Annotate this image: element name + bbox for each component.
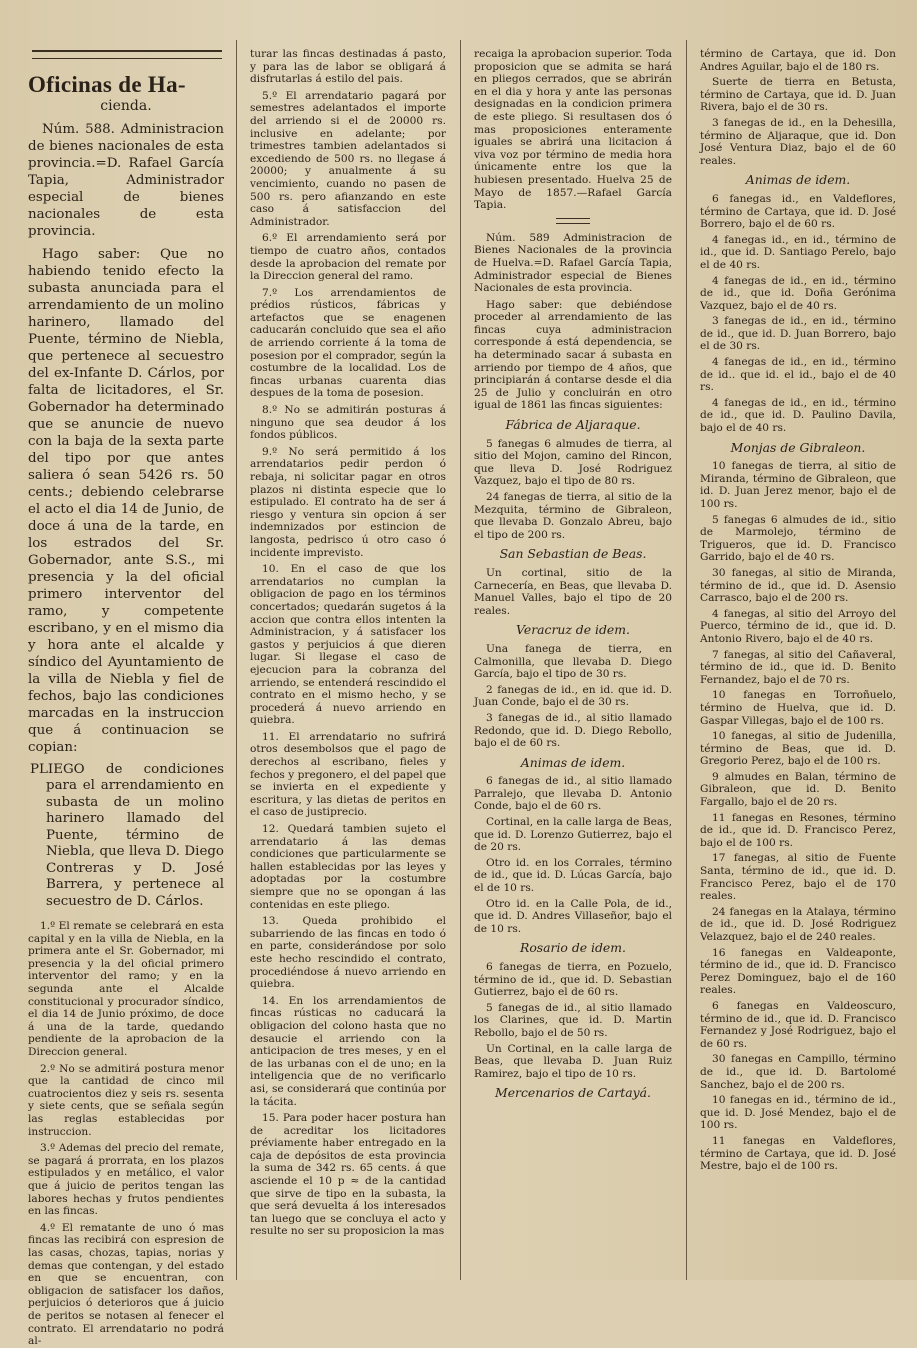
column-2	[250, 48, 446, 1280]
list-item: 10 fanegas en Torroñuelo, término de Huelva, que id. D. Gaspar Villegas, bajo el de 100 rs.	[700, 689, 896, 727]
property-group-heading: Animas de idem.	[745, 172, 851, 188]
property-group-heading: Animas de idem.	[520, 754, 626, 770]
section-title-continuation: cienda.	[100, 98, 152, 114]
notice-paragraph: Núm. 589 Administracion de Bienes Nacionales de la provincia de Huelva.=D. Rafael García Tapia, Administrador especial de Bienes Nacionales de esta provincia.	[474, 231, 672, 295]
list-item: 4 fanegas de id., en id., término de id.. que id. el id., bajo el de 40 rs.	[700, 356, 896, 394]
condition: 3.º Ademas del precio del remate, se pagará á prorrata, en los plazos estipulados y en metálico, el valor que á juicio de peritos tengan las labores hechas y frutos pendientes en las fincas.	[28, 1142, 224, 1218]
condition: 7.º Los arrendamientos de prédios rústicos, fábricas y artefactos que se enagenen caducarán concluido que sea el año de arriendo corriente á la toma de posesion por el comprador, según la costumbre de la localidad. Los de fincas urbanas cuarenta dias despues de la toma de posesion.	[250, 286, 446, 400]
notice-588	[28, 121, 224, 756]
list-item: Un cortinal, sitio de la Carnecería, en Beas, que llevaba D. Manuel Valles, bajo el tipo de 20 reales.	[474, 566, 672, 617]
property-group-heading: Mercenarios de Cartayá.	[495, 1085, 651, 1101]
property-group-heading: Veracruz de idem.	[516, 622, 630, 638]
list-item: 30 fanegas, al sitio de Miranda, término de id., que id. D. Asensio Carrasco, bajo el de 200 rs.	[700, 566, 896, 605]
condition: 13. Queda prohibido el subarriendo de las fincas en todo ó en parte, considerándose por solo este hecho rescindido el contrato, procediéndose á nuevo arriendo en quiebra.	[250, 915, 446, 991]
list-item: 5 fanegas 6 almudes de tierra, al sitio del Mojon, camino del Rincon, que lleva D. José Rodriguez Vazquez, bajo el tipo de 80 rs.	[474, 437, 672, 488]
condition: 2.º No se admitirá postura menor que la cantidad de cinco mil cuatrocientos diez y seis rs. sesenta y siete cents, que se señala según las reglas establecidas por instruccion.	[28, 1062, 224, 1138]
condition: 10. En el caso de que los arrendatarios no cumplan la obligacion de pago en los términos concertados; quedarán sugetos á la accion que contra ellos intenten la Administracion, y á satisfacer los gastos y perjuicios á que dieren lugar. Si llegase el caso de ejecucion para la cobranza del arriendo, se entenderá rescindido el contrato en el mismo hecho, y se procederá á nuevo arriendo en quiebra.	[250, 563, 446, 727]
condition: 6.º El arrendamiento será por tiempo de cuatro años, contados desde la aprobacion del remate por la Direccion general del ramo.	[250, 232, 446, 283]
list-item: 4 fanegas, al sitio del Arroyo del Puerco, término de id., que id. D. Antonio Rivero, bajo el de 40 rs.	[700, 607, 896, 645]
column-1	[28, 48, 224, 1348]
list-item: 3 fanegas de id., en la Dehesilla, término de Aljaraque, que id. Don José Ventura Diaz, bajo el de 60 reales.	[700, 116, 896, 167]
list-item: 24 fanegas en la Atalaya, término de id., que id. D. José Rodriguez Velazquez, bajo el de 240 reales.	[700, 905, 896, 943]
condition: 9.º No será permitido á los arrendatarios pedir perdon ó rebaja, ni solicitar pagar en otros plazos ni distinta especie que lo estipulado. El contrato ha de ser á riesgo y ventura sin opcion á ser indemnizados por estincion de langosta, pedrisco ú otro caso ó incidente imprevisto.	[250, 445, 446, 559]
list-item: 4 fanegas de id., en id., término de id., que id. D. Paulino Davila, bajo el de 40 rs.	[700, 396, 896, 435]
list-item: Cortinal, en la calle larga de Beas, que id. D. Lorenzo Gutierrez, bajo el de 20 rs.	[474, 816, 672, 854]
list-item: 4 fanegas de id., en id., término de id., que id. Doña Gerónima Vazquez, bajo el de 40 rs.	[700, 274, 896, 312]
condition: 15. Para poder hacer postura han de acreditar los licitadores préviamente haber entregado en la caja de depósitos de esta provincia la suma de 342 rs. 65 cents. á que asciende el 10 p ≈ de la cantidad que sirve de tipo en la subasta, la que será devuelta á los interesados tan luego que se concluya el acto y resulte no ser su proposicion la mas	[250, 1112, 446, 1238]
list-item: 11 fanegas en Resones, término de id., que id. D. Francisco Perez, bajo el de 100 rs.	[700, 811, 896, 849]
list-item: 10 fanegas en id., término de id., que id. D. José Mendez, bajo el de 100 rs.	[700, 1094, 896, 1132]
list-item: Una fanega de tierra, en Calmonilla, que llevaba D. Diego García, bajo el tipo de 30 rs.	[474, 642, 672, 681]
column-rule	[460, 40, 461, 1280]
list-item: 5 fanegas 6 almudes de id., sitio de Marmolejo, término de Trigueros, que id. D. Francisco Garrido, bajo el de 40 rs.	[700, 513, 896, 564]
list-item: 11 fanegas en Valdeflores, término de Cartaya, que id. D. José Mestre, bajo el de 100 rs.	[700, 1134, 896, 1173]
list-item: 2 fanegas de id., en id. que id. D. Juan Conde, bajo el de 30 rs.	[474, 683, 672, 709]
condition: 8.º No se admitirán posturas á ninguno que sea deudor á los fondos públicos.	[250, 404, 446, 442]
condition: turar las fincas destinadas á pasto, y para las de labor se obligará á disfrutarlas á estilo del pais.	[250, 48, 446, 86]
list-item: 16 fanegas en Valdeaponte, término de id., que id. D. Francisco Perez Dominguez, bajo el de 160 reales.	[700, 946, 896, 997]
condition: 5.º El arrendatario pagará por semestres adelantados el importe del arriendo si el de 20000 rs. inclusive en adelante; por trimestres tambien adelantados si excediendo de 500 rs. no llegase á 20000; y anualmente á su vencimiento, cuando no pasen de 500 rs. pero afianzando en este caso á satisfaccion del Administrador.	[250, 89, 446, 228]
list-item: Otro id. en la Calle Pola, de id., que id. D. Andres Villaseñor, bajo el de 10 rs.	[474, 897, 672, 935]
pliego-heading: PLIEGO de condiciones para el arrendamiento en subasta de un molino harinero llamado del Puente, término de Niebla, que lleva D. Diego Contreras y D. José Barrera, y pertenece al secuestro de D. Cárlos.	[30, 761, 224, 909]
column-rule	[236, 40, 237, 1280]
list-item: término de Cartaya, que id. Don Andres Aguilar, bajo el de 180 rs.	[700, 48, 896, 73]
condition: 4.º El rematante de uno ó mas fincas las recibirá con espresion de las casas, chozas, tapias, norias y demas que contengan, y del estado en que se encuentran, con obligacion de satisfacer los daños, perjuicios ó deterioros que á juicio de peritos se notasen al fenecer el contrato. El arrendatario no podrá al-	[28, 1221, 224, 1348]
property-group-heading: Monjas de Gibraleon.	[730, 439, 866, 455]
list-item: 6 fanegas en Valdeoscuro, término de id., que id. D. Francisco Fernandez y José Rodriguez, bajo el de 60 rs.	[700, 999, 896, 1050]
column-3	[474, 48, 672, 1280]
condition: 14. En los arrendamientos de fincas rústicas no caducará la obligacion del colono hasta que no desaucie el arriendo con la anticipacion de tres meses, y en el de las urbanas con el de uno; en la inteligencia que de no verificarlo asi, se considerará que continúa por la tácita.	[250, 994, 446, 1108]
property-group-heading: Rosario de idem.	[520, 940, 626, 956]
notice-paragraph: Núm. 588. Administracion de bienes nacionales de esta provincia.=D. Rafael García Tapia, Administrador especial de bienes nacionales de esta provincia.	[28, 121, 224, 239]
section-title: Oficinas de Ha-	[28, 72, 186, 97]
list-item: 6 fanegas id., en Valdeflores, término de Cartaya, que id. D. José Borrero, bajo el de 60 rs.	[700, 192, 896, 231]
condition: 11. El arrendatario no sufrirá otros desembolsos que el pago de derechos al escribano, fieles y fechos y pregonero, el del papel que se invierta en el expediente y escritura, y las dietas de peritos en el caso de justiprecio.	[250, 730, 446, 819]
condition: 1.º El remate se celebrará en esta capital y en la villa de Niebla, en la primera ante el Sr. Gobernador, mi presencia y la del oficial primero interventor del ramo; y en la segunda ante el Alcalde constitucional y procurador síndico, el dia 14 de Junio próximo, de doce á una de la tarde, quedando pendiente de la aprobacion de la Direccion general.	[28, 920, 224, 1059]
list-item: 9 almudes en Balan, término de Gibraleon, que id. D. Benito Fargallo, bajo el de 20 rs.	[700, 770, 896, 809]
notice-paragraph: Hago saber: que debiéndose proceder al arrendamiento de las fincas cuya administracion corresponde á está dependencia, se ha determinado sacar á subasta en arriendo por tiempo de 4 años, que principiarán á contarse desde el dia 25 de Julio y concluirán en otro igual de 1861 las fincas siguientes:	[474, 298, 672, 412]
list-item: 3 fanegas de id., en id., término de id., que id. D. Juan Borrero, bajo el de 30 rs.	[700, 315, 896, 353]
list-item: 6 fanegas de tierra, en Pozuelo, término de id., que id. D. Sebastian Gutierrez, bajo el de 60 rs.	[474, 961, 672, 999]
property-group-heading: San Sebastian de Beas.	[499, 546, 647, 562]
list-item: 5 fanegas de id., al sitio llamado los Clarines, que id. D. Martin Rebollo, bajo el de 50 rs.	[474, 1001, 672, 1039]
notice-paragraph: Hago saber: Que no habiendo tenido efecto la subasta anunciada para el arrendamiento de un molino harinero, llamado del Puente, término de Niebla, que pertenece al secuestro del ex-Infante D. Cárlos, por falta de licitadores, el Sr. Gobernador ha determinado que se anuncie de nuevo con la baja de la sexta parte del tipo por que antes saliera ó sean 5426 rs. 50 cents.; debiendo celebrarse el acto el dia 14 de Junio, de doce á una de la tarde, en los estrados del Sr. Gobernador, ante S.S., mi presencia y la del oficial primero interventor del ramo, y competente escribano, y en el mismo dia y hora ante el alcalde y síndico del Ayuntamiento de la villa de Niebla y fiel de fechos, bajo las condiciones marcadas en la instruccion que á continuacion se copian:	[28, 246, 224, 755]
column-4	[700, 48, 896, 1280]
list-item: 24 fanegas de tierra, al sitio de la Mezquita, término de Gibraleon, que llevaba D. Gonzalo Abreu, bajo el tipo de 200 rs.	[474, 491, 672, 541]
column-rule	[686, 40, 687, 1280]
list-item: Suerte de tierra en Betusta, término de Cartaya, que id. D. Juan Rivera, bajo el de 30 rs.	[700, 76, 896, 114]
list-item: 30 fanegas en Campillo, término de id., que id. D. Bartolomé Sanchez, bajo el de 200 rs.	[700, 1053, 896, 1091]
list-item: 6 fanegas de id., al sitio llamado Parralejo, que llevaba D. Antonio Conde, bajo el de 60 rs.	[474, 775, 672, 813]
list-item: 10 fanegas de tierra, al sitio de Miranda, término de Gibraleon, que id. D. Juan Jerez menor, bajo el de 100 rs.	[700, 460, 896, 510]
list-item: Un Cortinal, en la calle larga de Beas, que llevaba D. Juan Ruiz Ramirez, bajo el tipo de 10 rs.	[474, 1042, 672, 1080]
property-group-heading: Fábrica de Aljaraque.	[505, 417, 641, 433]
condition: 12. Quedará tambien sujeto el arrendatario á las demas condiciones que particularmente se hallen establecidas por las leyes y adoptadas por la costumbre siempre que no se opongan á las contenidas en este pliego.	[250, 823, 446, 911]
list-item: 7 fanegas, al sitio del Cañaveral, término de id., que id. D. Benito Fernandez, bajo el de 70 rs.	[700, 648, 896, 686]
notice-closing: recaiga la aprobacion superior. Toda proposicion que se admita se hará en pliegos cerrados, que se abrirán en el dia y hora y ante las personas designadas en la condicion primera de este pliego. Si resultasen dos ó mas proposiciones enteramente iguales se abrirá una licitacion á viva voz por término de media hora únicamente entre los que la hubiesen presentado. Huelva 25 de Mayo de 1857.—Rafael García Tapia.	[474, 48, 672, 212]
list-item: 17 fanegas, al sitio de Fuente Santa, término de id., que id. D. Francisco Perez, bajo el de 170 reales.	[700, 852, 896, 903]
list-item: 4 fanegas id., en id., término de id., que id. D. Santiago Perelo, bajo el de 40 rs.	[700, 233, 896, 271]
list-item: Otro id. en los Corrales, término de id., que id. D. Lúcas García, bajo el de 10 rs.	[474, 856, 672, 895]
list-item: 10 fanegas, al sitio de Judenilla, término de Beas, que id. D. Gregorio Perez, bajo el de 100 rs.	[700, 730, 896, 768]
list-item: 3 fanegas de id., al sitio llamado Redondo, que id. D. Diego Rebollo, bajo el de 60 rs.	[474, 711, 672, 750]
separator-ornament	[556, 218, 590, 224]
